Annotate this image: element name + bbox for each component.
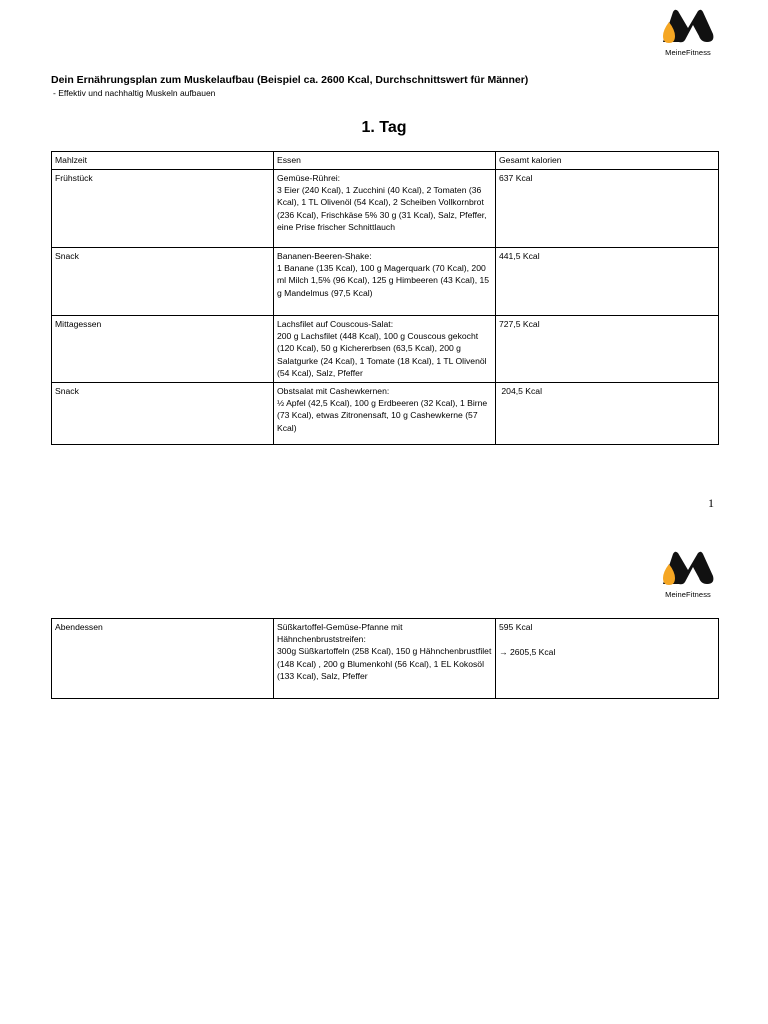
brand-name: MeineFitness — [665, 48, 711, 57]
meal-plan-table — [51, 151, 719, 445]
dish-ingredients: 200 g Lachsfilet (448 Kcal), 100 g Couscous gekocht (120 Kcal), 50 g Kichererbsen (63,5 Kcal), 200 g Salatgurke (24 Kcal), 1 Tomate (18 Kcal), 1 TL Olivenöl (54 Kcal), Salz, Pfeffer — [277, 331, 487, 378]
table-row — [52, 316, 719, 383]
meal-cell: Frühstück — [52, 170, 274, 248]
food-cell — [274, 383, 496, 445]
table-row — [52, 248, 719, 316]
dish-ingredients: 300g Süßkartoffeln (258 Kcal), 150 g Hähnchenbrustfilet (148 Kcal) , 200 g Blumenkohl (56 Kcal), 1 EL Kokosöl (133 Kcal), Salz, Pfeffer — [277, 646, 492, 681]
document-subtitle: - Effektiv und nachhaltig Muskeln aufbauen — [53, 88, 216, 98]
page-number: 1 — [708, 496, 714, 510]
dish-ingredients: ½ Apfel (42,5 Kcal), 100 g Erdbeeren (32 Kcal), 1 Birne (73 Kcal), etwas Zitronensaft, 10 g Cashewkerne (57 Kcal) — [277, 398, 488, 433]
header-meal: Mahlzeit — [52, 152, 274, 170]
table-row — [52, 170, 719, 248]
calories-cell — [496, 619, 719, 699]
table-header-row — [52, 152, 719, 170]
food-cell — [274, 316, 496, 383]
food-cell — [274, 170, 496, 248]
dish-name: Bananen-Beeren-Shake: — [277, 251, 372, 261]
meal-cell: Snack — [52, 383, 274, 445]
meinefitness-logo-icon — [661, 550, 715, 586]
calories-cell: 637 Kcal — [496, 170, 719, 248]
calories-value: 595 Kcal — [499, 622, 533, 632]
dish-name: Obstsalat mit Cashewkernen: — [277, 386, 390, 396]
header-food: Essen — [274, 152, 496, 170]
day-heading: 1. Tag — [361, 119, 407, 136]
document-title: Dein Ernährungsplan zum Muskelaufbau (Beispiel ca. 2600 Kcal, Durchschnittswert für Männer) — [51, 74, 529, 86]
calories-cell: 727,5 Kcal — [496, 316, 719, 383]
table-row — [52, 619, 719, 699]
dish-ingredients: 3 Eier (240 Kcal), 1 Zucchini (40 Kcal), 2 Tomaten (36 Kcal), 1 TL Olivenöl (54 Kcal), 2 Scheiben Vollkornbrot (236 Kcal), Frischkäse 5% 30 g (31 Kcal), Salz, Pfeffer, eine Prise frischer Schnittlauch — [277, 185, 487, 232]
dish-name: Gemüse-Rührei: — [277, 173, 341, 183]
brand-logo — [658, 8, 718, 58]
calories-cell: 204,5 Kcal — [496, 383, 719, 445]
meal-cell: Abendessen — [52, 619, 274, 699]
meal-plan-table-continued — [51, 618, 719, 699]
header-calories: Gesamt kalorien — [496, 152, 719, 170]
food-cell — [274, 619, 496, 699]
calories-cell: 441,5 Kcal — [496, 248, 719, 316]
food-cell — [274, 248, 496, 316]
brand-name: MeineFitness — [665, 590, 711, 599]
daily-total: → 2605,5 Kcal — [499, 647, 556, 658]
meinefitness-logo-icon — [661, 8, 715, 44]
table-row — [52, 383, 719, 445]
dish-ingredients: 1 Banane (135 Kcal), 100 g Magerquark (70 Kcal), 200 ml Milch 1,5% (96 Kcal), 125 g Himbeeren (43 Kcal), 15 g Mandelmus (97,5 Kcal) — [277, 263, 490, 298]
dish-name: Süßkartoffel-Gemüse-Pfanne mit Hähnchenbruststreifen: — [277, 622, 403, 645]
brand-logo-page-2 — [658, 550, 718, 600]
meal-cell: Mittagessen — [52, 316, 274, 383]
meal-cell: Snack — [52, 248, 274, 316]
dish-name: Lachsfilet auf Couscous-Salat: — [277, 319, 394, 329]
